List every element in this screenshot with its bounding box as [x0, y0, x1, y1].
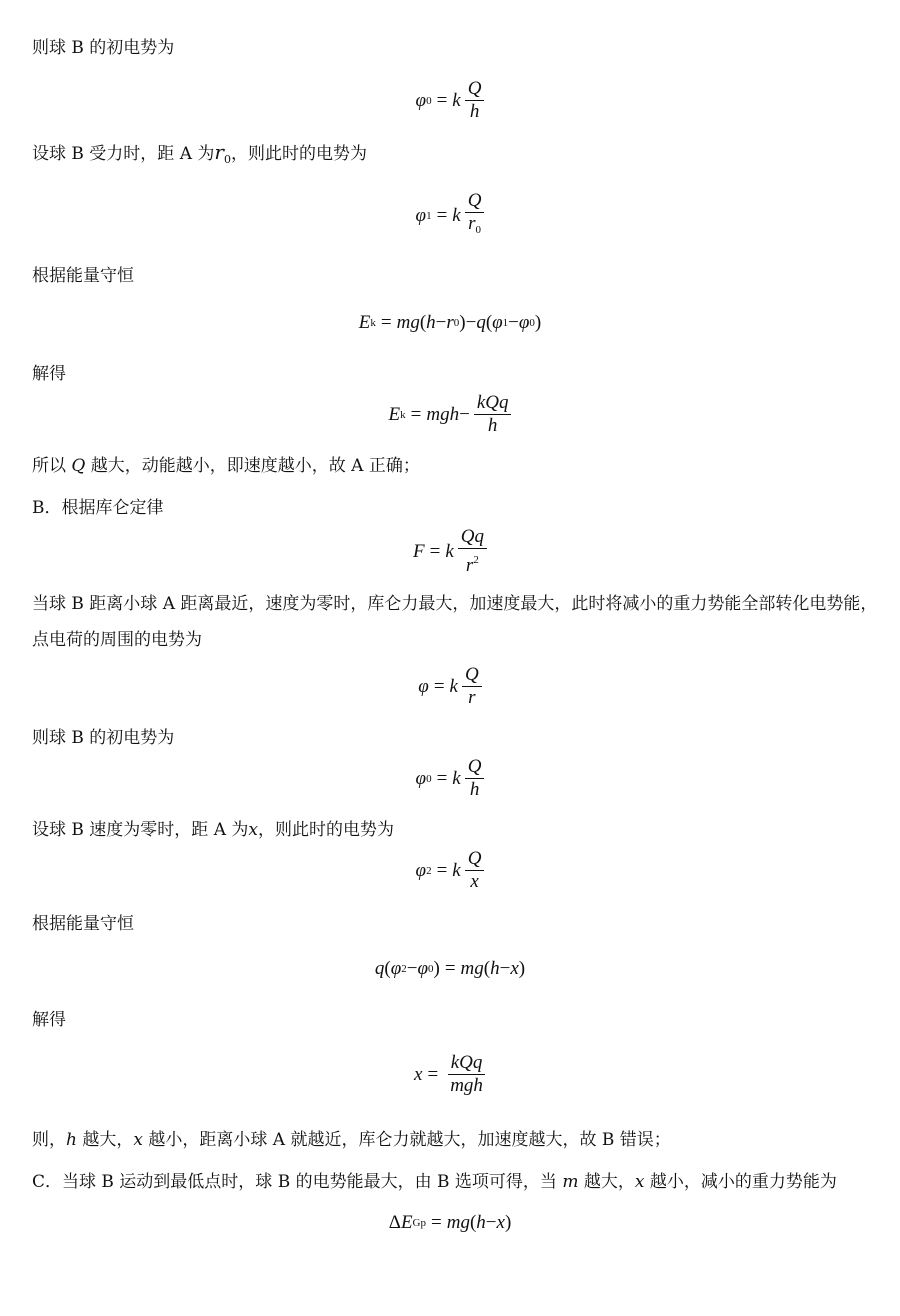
equation-phi1: φ 1 = k $\frac{Q}{r_0}$: [0, 190, 900, 241]
text-paragraph: 当球 B 距离小球 A 距离最近，速度为零时，库仑力最大，加速度最大，此时将减小的重力势能全部转化电势能，点电荷的周围的电势为: [32, 594, 878, 650]
equation-coulomb: F = k $\frac{Qq}{r^2}$: [0, 526, 900, 577]
equation-phi0: φ 0 = k $\frac{Q}{h}$: [0, 78, 900, 123]
equation-energy-1: E k = mg ( h − r 0 )− q ( φ 1 − φ 0 ): [358, 312, 542, 333]
equation-phi2: φ 2 = k $\frac{Q}{x}$: [0, 848, 900, 893]
equation-delta-egp: Δ E Gp = mg ( h − x ): [388, 1212, 512, 1233]
equation-ek-result: E k = mgh − $\frac{\text{kQq}}{h}$: [0, 392, 900, 437]
text-line: 所以 Q 越大，动能越小，即速度越小，故 A 正确；: [32, 456, 420, 476]
equation-phi0-2: φ 0 = k $\frac{Q}{h}$: [0, 756, 900, 801]
text-line: 解得: [32, 1010, 66, 1030]
text-line: 设球 B 速度为零时，距 A 为x，则此时的电势为: [32, 820, 394, 840]
equation-x-result: x = $\frac{\text{kQq}}{\text{mgh}}$: [0, 1052, 900, 1097]
equation-phi: φ = k $\frac{Q}{r}$: [0, 664, 900, 709]
text-line: 则球 B 的初电势为: [32, 728, 175, 748]
text-line: 则球 B 的初电势为: [32, 38, 175, 58]
text-line: C．当球 B 运动到最低点时，球 B 的电势能最大，由 B 选项可得，当 m 越大，x 越小，减小的重力势能为: [32, 1172, 837, 1192]
text-line: 设球 B 受力时，距 A 为$r_0$，则此时的电势为: [32, 140, 367, 166]
equation-energy-2: q ( φ 2 − φ 0 ) = mg ( h − x ): [374, 958, 526, 979]
text-line: 根据能量守恒: [32, 266, 134, 286]
text-line: 根据能量守恒: [32, 914, 134, 934]
text-line: 解得: [32, 364, 66, 384]
text-line: 则，h 越大，x 越小，距离小球 A 就越近，库仑力就越大，加速度越大，故 B 错误；: [32, 1130, 671, 1150]
text-line: B．根据库仑定律: [32, 498, 164, 518]
